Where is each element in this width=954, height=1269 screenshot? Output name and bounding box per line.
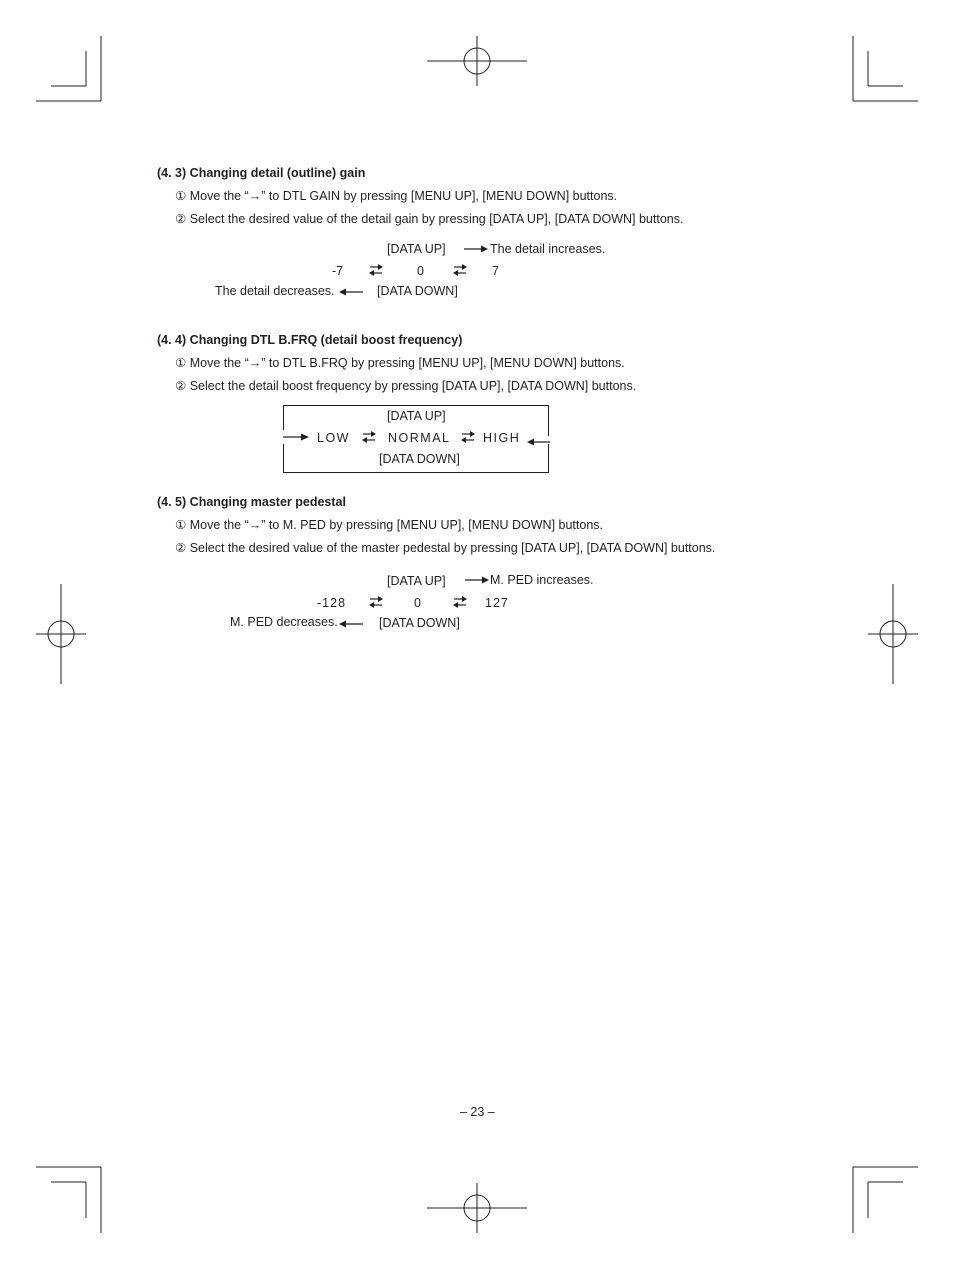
section-heading: [157, 496, 346, 509]
value-min: -128: [317, 596, 347, 610]
step-text: Move the “→” to DTL B.FRQ by pressing [MENU UP], [MENU DOWN] buttons.: [189, 356, 625, 370]
value-normal: NORMAL: [388, 431, 451, 445]
target-left-icon: [36, 584, 86, 684]
section-number: (4. 3): [157, 166, 187, 180]
step-number: ①: [175, 356, 187, 370]
step-text: Select the desired value of the master pedestal by pressing [DATA UP], [DATA DOWN] buttons.: [189, 541, 716, 555]
step-number: ①: [175, 518, 187, 532]
data-down-label: [DATA DOWN]: [379, 452, 460, 466]
target-top-icon: [427, 36, 527, 86]
value-min: -7: [332, 264, 344, 278]
swap-arrows-icon: [461, 430, 475, 444]
value-max: 127: [485, 596, 509, 610]
section-number: (4. 5): [157, 495, 187, 509]
step-text: Select the desired value of the detail gain by pressing [DATA UP], [DATA DOWN] buttons.: [189, 212, 684, 226]
swap-arrows-icon: [362, 430, 376, 444]
swap-arrows-icon: [369, 595, 383, 609]
step-item: [175, 357, 625, 370]
value-high: HIGH: [483, 431, 521, 445]
data-up-label: [DATA UP]: [387, 574, 446, 588]
data-down-label: [DATA DOWN]: [379, 616, 460, 630]
target-bottom-icon: [427, 1183, 527, 1233]
section-number: (4. 4): [157, 333, 187, 347]
value-center: 0: [417, 264, 424, 278]
arrow-left-icon: [339, 619, 363, 629]
arrow-left-icon: [527, 436, 553, 450]
step-item: [175, 519, 603, 532]
step-number: ①: [175, 189, 187, 203]
section-heading: [157, 167, 365, 180]
step-item: [175, 542, 715, 555]
section-heading: [157, 334, 462, 347]
data-up-label: [DATA UP]: [387, 409, 446, 423]
swap-arrows-icon: [453, 595, 467, 609]
swap-arrows-icon: [453, 263, 467, 277]
increase-result: M. PED increases.: [490, 573, 594, 587]
step-number: ②: [175, 212, 187, 226]
section-title: Changing detail (outline) gain: [189, 166, 366, 180]
page-number: – 23 –: [460, 1105, 495, 1119]
value-max: 7: [492, 264, 499, 278]
value-center: 0: [414, 596, 421, 610]
step-text: Select the detail boost frequency by pressing [DATA UP], [DATA DOWN] buttons.: [189, 379, 637, 393]
arrow-right-icon: [280, 430, 310, 444]
increase-result: The detail increases.: [490, 242, 606, 256]
swap-arrows-icon: [369, 263, 383, 277]
step-number: ②: [175, 379, 187, 393]
step-number: ②: [175, 541, 187, 555]
arrow-right-icon: [464, 244, 488, 254]
section-title: Changing DTL B.FRQ (detail boost frequency): [189, 333, 463, 347]
step-item: [175, 380, 636, 393]
section-title: Changing master pedestal: [189, 495, 346, 509]
step-item: [175, 213, 683, 226]
arrow-left-icon: [339, 287, 363, 297]
value-low: LOW: [317, 431, 350, 445]
decrease-result: The detail decreases.: [215, 284, 335, 298]
step-item: [175, 190, 617, 203]
target-right-icon: [868, 584, 918, 684]
arrow-right-icon: [465, 575, 489, 585]
step-text: Move the “→” to M. PED by pressing [MENU UP], [MENU DOWN] buttons.: [189, 518, 603, 532]
data-up-label: [DATA UP]: [387, 242, 446, 256]
step-text: Move the “→” to DTL GAIN by pressing [MENU UP], [MENU DOWN] buttons.: [189, 189, 618, 203]
data-down-label: [DATA DOWN]: [377, 284, 458, 298]
decrease-result: M. PED decreases.: [230, 615, 338, 629]
